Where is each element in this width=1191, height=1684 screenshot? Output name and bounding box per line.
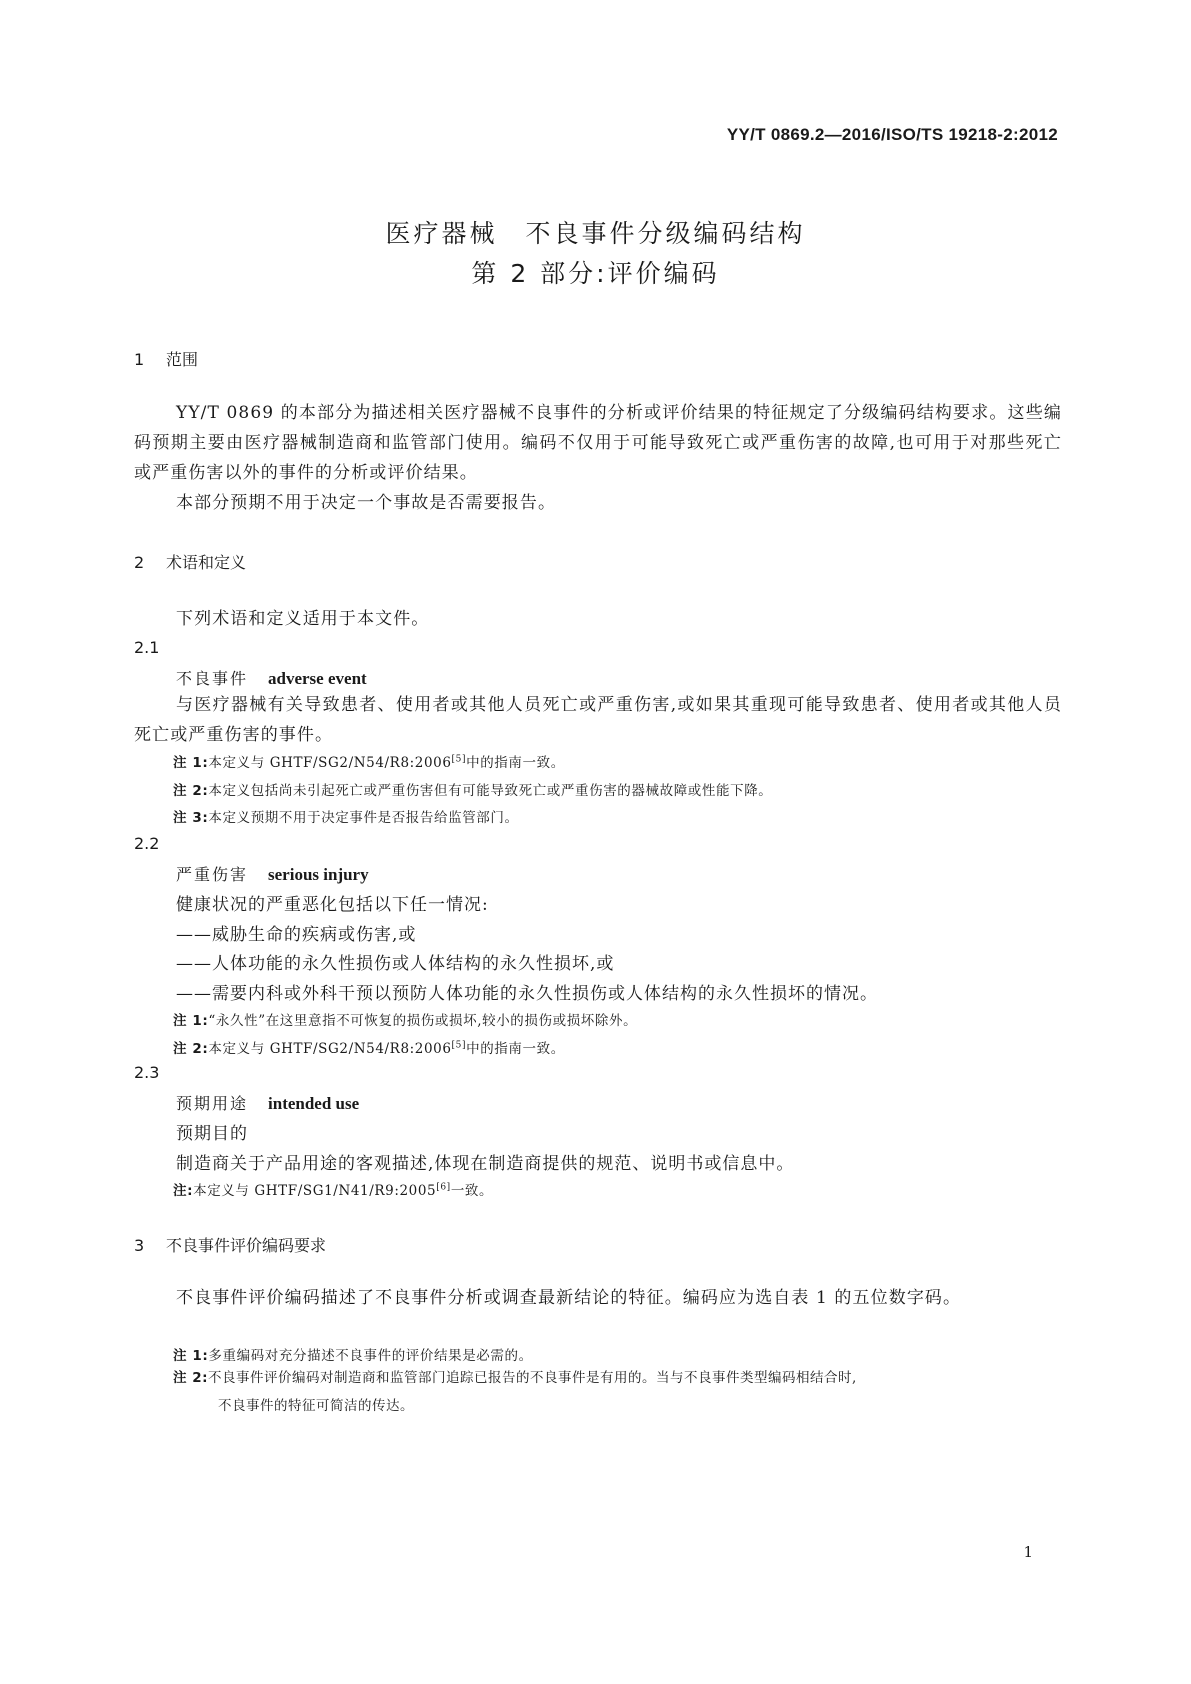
document-title-line1: 医疗器械 不良事件分级编码结构 (385, 219, 806, 248)
note-label: 注 1: (173, 1013, 209, 1029)
note-label: 注: (173, 1183, 194, 1199)
note-text: 本定义与 GHTF/SG1/N41/R9:2005 (193, 1183, 437, 1199)
note-3 (173, 806, 519, 826)
term-2-1-number: 2.1 (134, 638, 160, 657)
reference-mark: [5] (451, 754, 467, 765)
note-text-continued: 不良事件的特征可简洁的传达。 (218, 1398, 414, 1414)
term-zh: 预期用途 (176, 1094, 249, 1113)
list-item: ——人体功能的永久性损伤或人体结构的永久性损坏,或 (176, 954, 615, 974)
scope-paragraph: YY/T 0869 的本部分为描述相关医疗器械不良事件的分析或评价结果的特征规定了分级编码结构要求。这些编码预期主要由医疗器械制造商和监管部门使用。编码不仅用于可能导致死亡或严重伤害的故障,也可用于对那些死亡或严重伤害以外的事件的分析或评价结果。 (134, 403, 1062, 483)
term-zh: 不良事件 (176, 669, 249, 688)
note-text: 多重编码对充分描述不良事件的评价结果是必需的。 (208, 1348, 533, 1364)
note-label: 注 1: (173, 755, 209, 771)
note-text: 本定义与 GHTF/SG2/N54/R8:2006 (208, 1041, 452, 1057)
note-text: 本定义预期不用于决定事件是否报告给监管部门。 (208, 810, 519, 826)
section-3-heading (134, 1233, 326, 1256)
section-number: 3 (134, 1236, 145, 1255)
note-1 (173, 1344, 533, 1364)
list-item: ——需要内科或外科干预以预防人体功能的永久性损伤或人体结构的永久性损坏的情况。 (176, 984, 878, 1004)
section-2-heading (134, 550, 246, 573)
note-text: 本定义与 GHTF/SG2/N54/R8:2006 (208, 755, 452, 771)
note-1 (173, 751, 565, 771)
term-2-3-number: 2.3 (134, 1063, 160, 1082)
note-label: 注 1: (173, 1348, 209, 1364)
term-2-2-number: 2.2 (134, 834, 160, 853)
term-en: intended use (268, 1094, 360, 1113)
note-text: 本定义包括尚未引起死亡或严重伤害但有可能导致死亡或严重伤害的器械故障或性能下降。 (208, 783, 773, 799)
reference-mark: [6] (436, 1182, 451, 1193)
section-title: 不良事件评价编码要求 (166, 1236, 327, 1255)
note-2 (173, 1364, 1063, 1420)
note-label: 注 2: (173, 1041, 209, 1057)
term-en: adverse event (268, 669, 367, 688)
terms-intro: 下列术语和定义适用于本文件。 (176, 609, 430, 629)
section-number: 1 (134, 350, 145, 369)
note-1 (173, 1009, 637, 1029)
section-number: 2 (134, 553, 145, 572)
note-text: 中的指南一致。 (466, 1041, 565, 1057)
note-text: 中的指南一致。 (466, 755, 565, 771)
note (173, 1179, 493, 1199)
section-title: 范围 (166, 350, 199, 369)
note-text: “永久性”在这里意指不可恢复的损伤或损坏,较小的损伤或损坏除外。 (208, 1013, 638, 1029)
list-item: ——威胁生命的疾病或伤害,或 (176, 925, 417, 945)
term-definition: 制造商关于产品用途的客观描述,体现在制造商提供的规范、说明书或信息中。 (176, 1154, 795, 1174)
document-title-line2: 第 2 部分:评价编码 (471, 259, 720, 288)
term-en: serious injury (268, 865, 369, 884)
term-zh: 严重伤害 (176, 865, 249, 884)
page-number: 1 (1023, 1543, 1033, 1561)
term-serious-injury (176, 862, 369, 885)
term-definition: 与医疗器械有关导致患者、使用者或其他人员死亡或严重伤害,或如果其重现可能导致患者、使用者或其他人员死亡或严重伤害的事件。 (134, 695, 1062, 745)
note-label: 注 3: (173, 810, 209, 826)
note-label: 注 2: (173, 783, 209, 799)
term-alternate: 预期目的 (176, 1124, 248, 1144)
note-2 (173, 1037, 565, 1057)
scope-paragraph-2: 本部分预期不用于决定一个事故是否需要报告。 (176, 493, 557, 513)
section-1-heading (134, 347, 198, 370)
reference-mark: [5] (451, 1040, 467, 1051)
note-text: 不良事件评价编码对制造商和监管部门追踪已报告的不良事件是有用的。当与不良事件类型编码相结合时, (208, 1370, 857, 1386)
note-2 (173, 779, 772, 799)
term-adverse-event (176, 666, 367, 689)
section-title: 术语和定义 (166, 553, 247, 572)
note-label: 注 2: (173, 1370, 208, 1386)
standard-code-header: YY/T 0869.2—2016/ISO/TS 19218-2:2012 (726, 125, 1058, 144)
evaluation-code-paragraph: 不良事件评价编码描述了不良事件分析或调查最新结论的特征。编码应为选自表 1 的五位数字码。 (176, 1288, 962, 1308)
term-definition: 健康状况的严重恶化包括以下任一情况: (176, 895, 489, 915)
note-text: 一致。 (450, 1183, 494, 1199)
term-intended-use (176, 1091, 359, 1114)
